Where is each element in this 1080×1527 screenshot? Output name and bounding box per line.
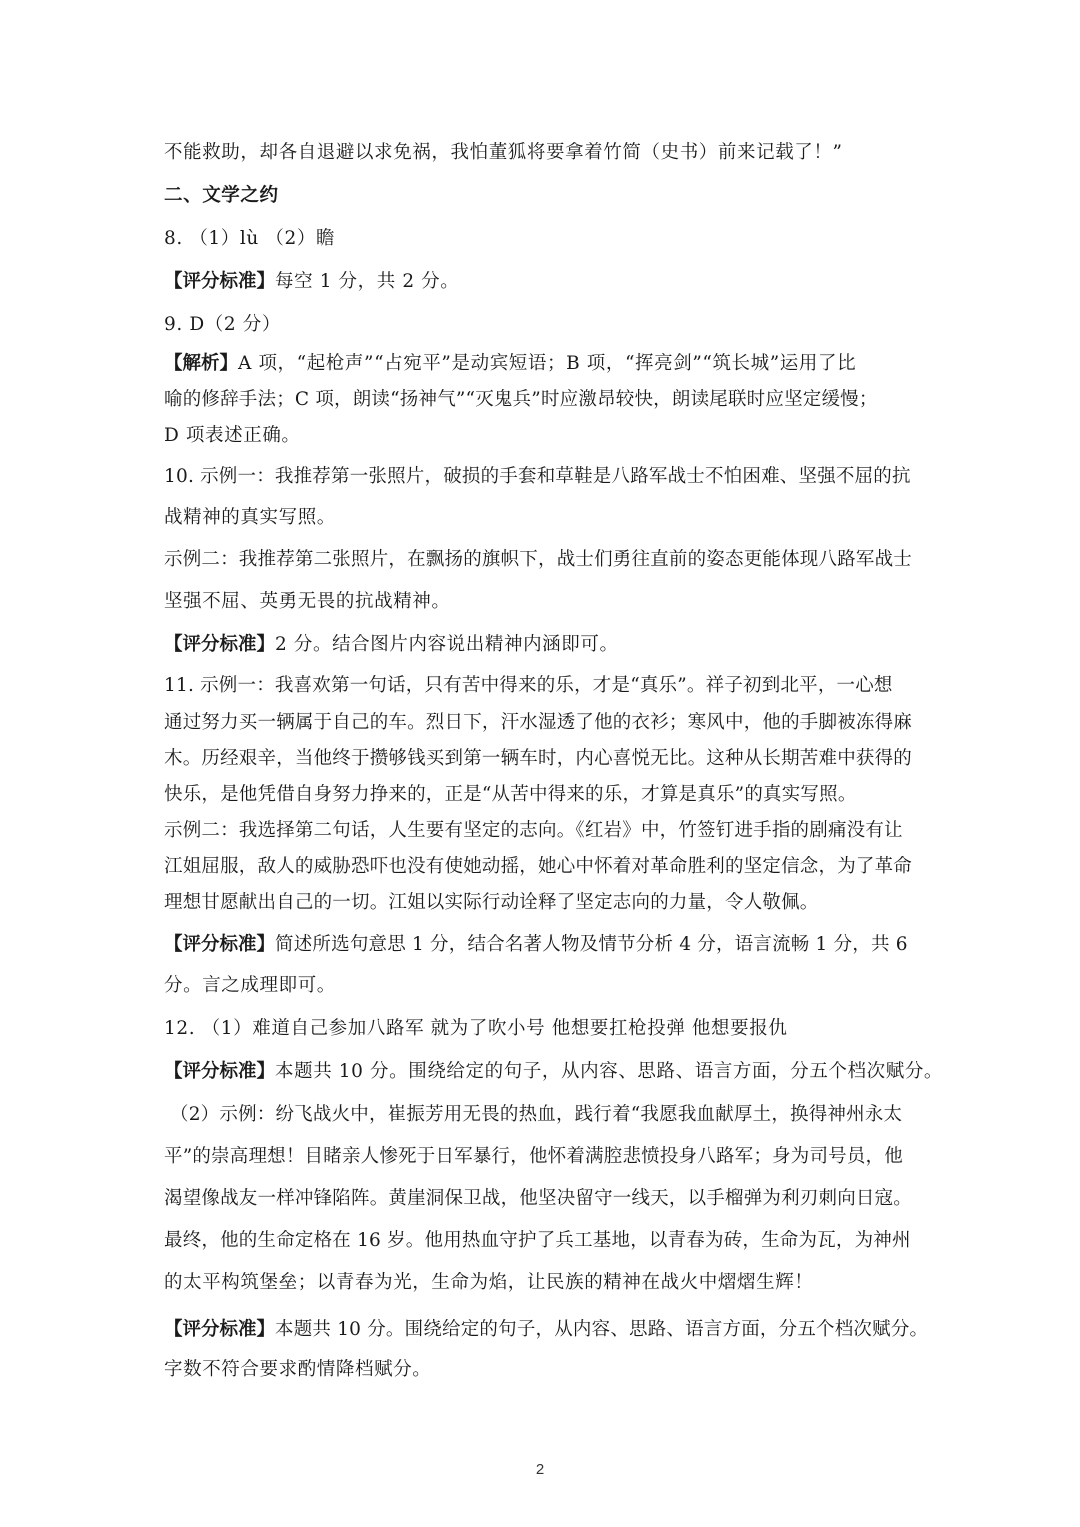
question-11-line: 理想甘愿献出自己的一切。江姐以实际行动诠释了坚定志向的力量，令人敬佩。 bbox=[164, 892, 819, 913]
question-12-line: 平”的崇高理想！目睹亲人惨死于日军暴行，他怀着满腔悲愤投身八路军；身为司号员，他 bbox=[164, 1146, 903, 1167]
page-number: 2 bbox=[535, 1461, 545, 1478]
section-heading: 二、文学之约 bbox=[164, 185, 279, 206]
question-11-line: 江姐屈服，敌人的威胁恐吓也没有使她动摇，她心中怀着对革命胜利的坚定信念，为了革命 bbox=[164, 856, 913, 877]
question-9-answer: 9. D（2 分） bbox=[164, 314, 281, 335]
criteria-tag: 【评分标准】 bbox=[164, 934, 276, 955]
criteria-text: 2 分。结合图片内容说出精神内涵即可。 bbox=[275, 634, 619, 655]
criteria-tag: 【评分标准】 bbox=[164, 1319, 276, 1340]
analysis-text: A 项，“起枪声”“占宛平”是动宾短语；B 项，“挥亮剑”“筑长城”运用了比 bbox=[238, 353, 857, 374]
question-8-criteria bbox=[164, 269, 924, 295]
criteria-text: 本题共 10 分。围绕给定的句子，从内容、思路、语言方面，分五个档次赋分。 bbox=[275, 1319, 929, 1340]
question-11-line: 通过努力买一辆属于自己的车。烈日下，汗水湿透了他的衣衫；寒风中，他的手脚被冻得麻 bbox=[164, 712, 913, 733]
question-8-answer: 8. （1）lù （2）瞻 bbox=[164, 228, 336, 249]
question-11-criteria-line: 分。言之成理即可。 bbox=[164, 975, 336, 996]
question-12-line: 渴望像战友一样冲锋陷阵。黄崖洞保卫战，他坚决留守一线天，以手榴弹为利刃刺向日寇。 bbox=[164, 1188, 913, 1209]
question-12-criteria-line: 字数不符合要求酌情降档赋分。 bbox=[164, 1359, 432, 1380]
question-9-analysis-line: D 项表述正确。 bbox=[164, 425, 301, 446]
question-10-line: 战精神的真实写照。 bbox=[164, 507, 336, 528]
question-12-line: 最终，他的生命定格在 16 岁。他用热血守护了兵工基地，以青春为砖，生命为瓦，为神州 bbox=[164, 1230, 911, 1251]
question-12-criteria bbox=[164, 1317, 929, 1343]
question-9-analysis bbox=[164, 351, 924, 377]
question-12-line: 的太平构筑堡垒；以青春为光，生命为焰，让民族的精神在战火中熠熠生辉！ bbox=[164, 1272, 814, 1293]
criteria-tag: 【评分标准】 bbox=[164, 634, 276, 655]
analysis-tag: 【解析】 bbox=[164, 353, 239, 374]
criteria-text: 每空 1 分，共 2 分。 bbox=[275, 271, 460, 292]
question-10-line: 坚强不屈、英勇无畏的抗战精神。 bbox=[164, 591, 451, 612]
question-9-analysis-line: 喻的修辞手法；C 项，朗读“扬神气”“灭鬼兵”时应激昂较快，朗读尾联时应坚定缓慢； bbox=[164, 389, 878, 410]
question-11-line: 快乐，是他凭借自身努力挣来的，正是“从苦中得来的乐，才算是真乐”的真实写照。 bbox=[164, 784, 857, 805]
criteria-text: 本题共 10 分。围绕给定的句子，从内容、思路、语言方面，分五个档次赋分。 bbox=[275, 1061, 944, 1082]
question-12-line: 12. （1）难道自己参加八路军 就为了吹小号 他想要扛枪投弹 他想要报仇 bbox=[164, 1018, 788, 1039]
answer-text-line: 不能救助，却各自退避以求免祸，我怕董狐将要拿着竹简（史书）前来记载了！” bbox=[164, 142, 843, 163]
criteria-text: 简述所选句意思 1 分，结合名著人物及情节分析 4 分，语言流畅 1 分，共 6 bbox=[275, 934, 908, 955]
question-10-line: 10. 示例一：我推荐第一张照片，破损的手套和草鞋是八路军战士不怕困难、坚强不屈的抗 bbox=[164, 466, 911, 487]
question-11-criteria bbox=[164, 932, 924, 958]
question-11-line: 示例二：我选择第二句话，人生要有坚定的志向。《红岩》中，竹签钉进手指的剧痛没有让 bbox=[164, 820, 903, 841]
question-10-line: 示例二：我推荐第二张照片，在飘扬的旗帜下，战士们勇往直前的姿态更能体现八路军战士 bbox=[164, 549, 913, 570]
question-12-criteria bbox=[164, 1059, 944, 1085]
question-12-line: （2）示例：纷飞战火中，崔振芳用无畏的热血，践行着“我愿我血献厚土，换得神州永太 bbox=[170, 1104, 903, 1125]
question-10-criteria bbox=[164, 632, 924, 658]
question-11-line: 11. 示例一：我喜欢第一句话，只有苦中得来的乐，才是“真乐”。祥子初到北平，一心想 bbox=[164, 675, 893, 696]
criteria-tag: 【评分标准】 bbox=[164, 1061, 276, 1082]
question-11-line: 木。历经艰辛，当他终于攒够钱买到第一辆车时，内心喜悦无比。这种从长期苦难中获得的 bbox=[164, 748, 913, 769]
criteria-tag: 【评分标准】 bbox=[164, 271, 276, 292]
